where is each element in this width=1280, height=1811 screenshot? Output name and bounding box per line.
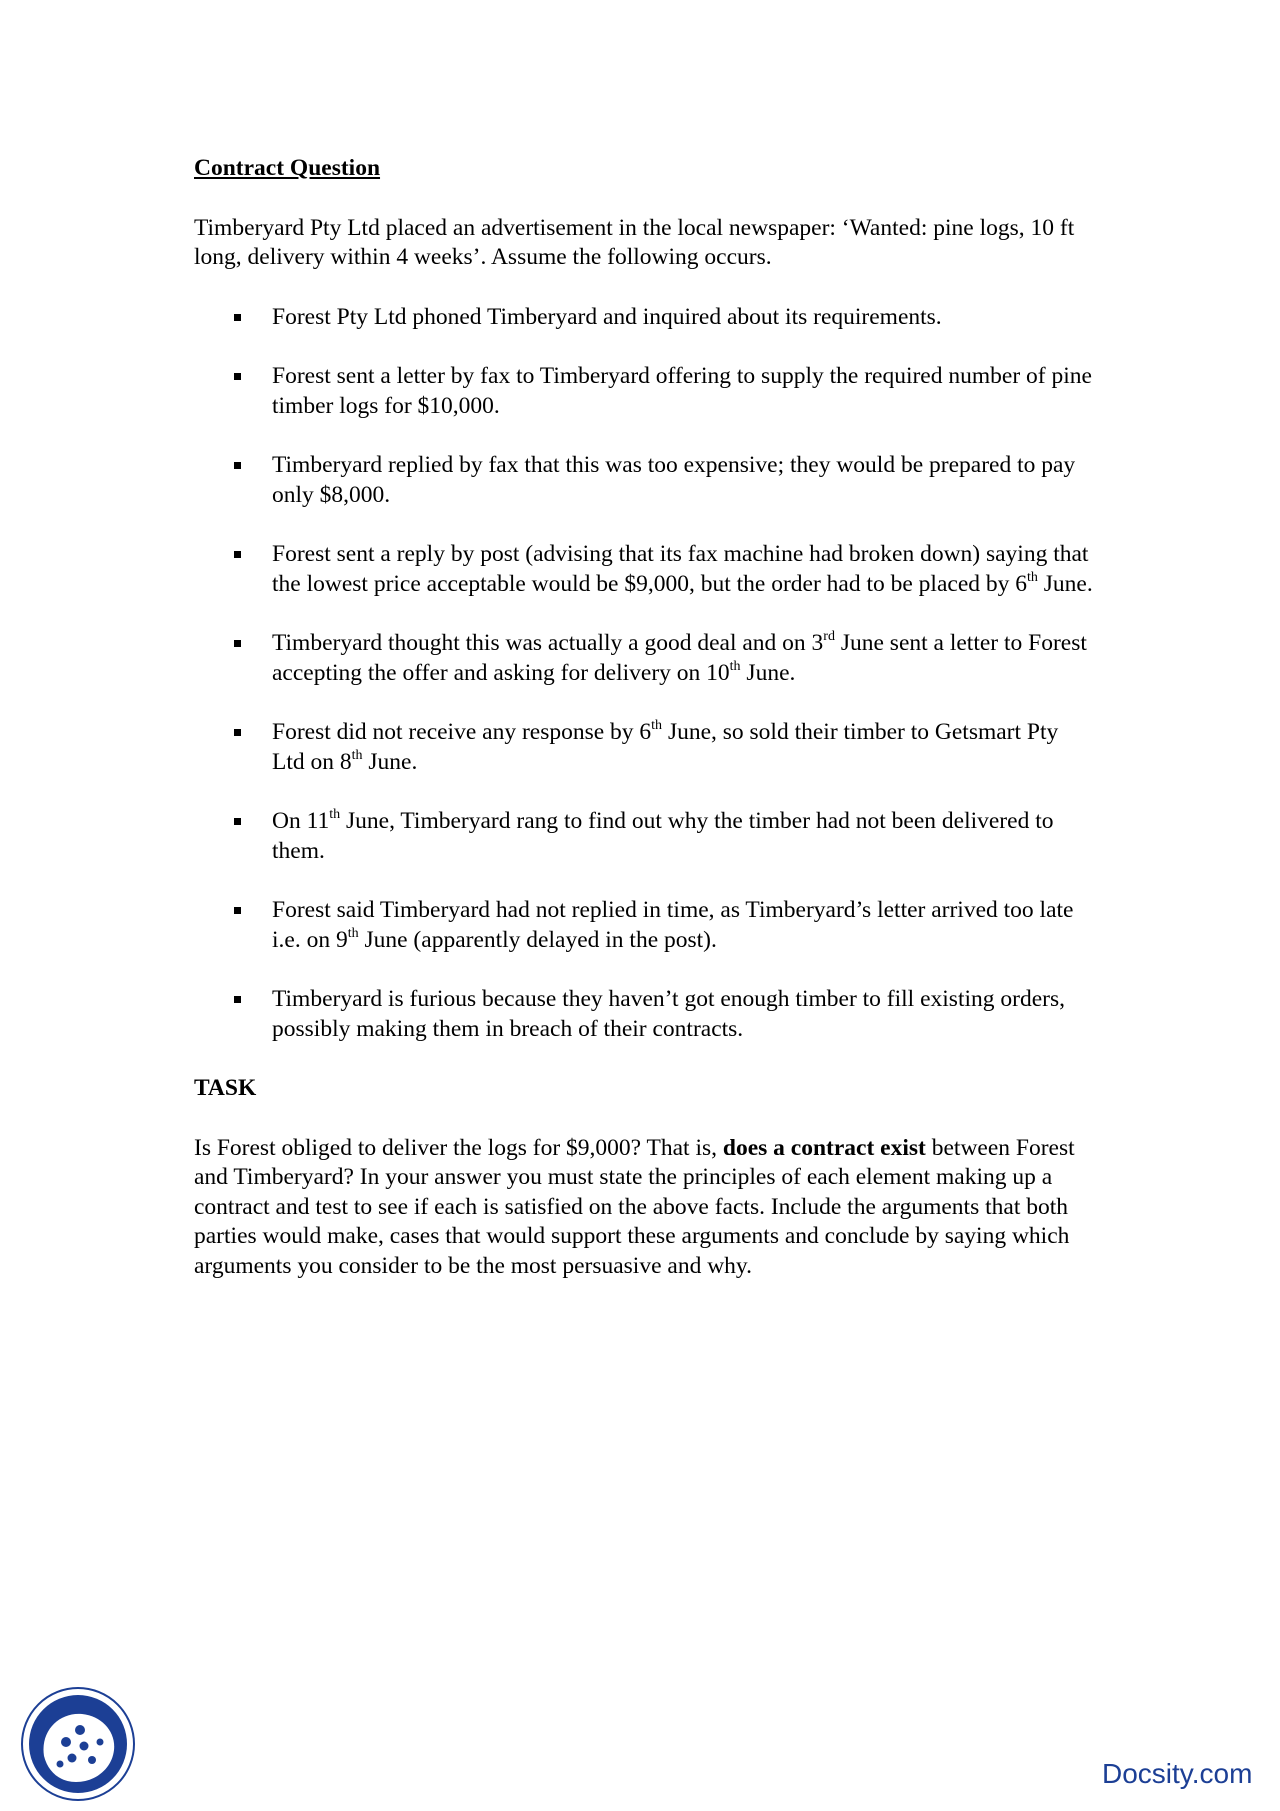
task-emphasis: does a contract exist <box>722 1134 926 1161</box>
brand-link[interactable]: Docsity.com <box>1102 1758 1253 1789</box>
task-heading: TASK <box>194 1075 257 1101</box>
list-item: Timberyard thought this was actually a good deal and on 3rd June sent a letter to Forest accepting the offer and asking for delivery on 10th June. <box>194 629 1094 688</box>
bullet-icon <box>234 907 241 914</box>
page-title: Contract Question <box>194 155 381 181</box>
document-body <box>194 154 1094 1311</box>
bullet-icon <box>234 996 241 1003</box>
list-item: Timberyard is furious because they haven’t got enough timber to fill existing orders, possibly making them in breach of their contracts. <box>194 985 1094 1044</box>
list-item: Forest said Timberyard had not replied in time, as Timberyard’s letter arrived too late i.e. on 9th June (apparently delayed in the post). <box>194 896 1094 955</box>
docsity-logo-icon[interactable] <box>20 1686 136 1802</box>
bullet-icon <box>234 551 241 558</box>
task-paragraph: Is Forest obliged to deliver the logs for $9,000? That is, does a contract exist between Forest and Timberyard? In your answer you must state the principles of each element making up a contract and test to see if each is satisfied on the above facts. Include the arguments that both parties would make, cases that would support these arguments and conclude by saying which arguments you consider to be the most persuasive and why. <box>194 1134 1075 1279</box>
list-item: On 11th June, Timberyard rang to find out why the timber had not been delivered to them. <box>194 807 1094 866</box>
bullet-icon <box>234 373 241 380</box>
intro-paragraph: Timberyard Pty Ltd placed an advertisement in the local newspaper: ‘Wanted: pine logs, 10 ft long, delivery within 4 weeks’. Assume the following occurs. <box>194 214 1075 270</box>
facts-list <box>194 303 1094 1045</box>
bullet-icon <box>234 729 241 736</box>
bullet-icon <box>234 640 241 647</box>
list-item: Forest sent a reply by post (advising that its fax machine had broken down) saying that the lowest price acceptable would be $9,000, but the order had to be placed by 6th June. <box>194 540 1094 599</box>
list-item: Forest sent a letter by fax to Timberyard offering to supply the required number of pine timber logs for $10,000. <box>194 362 1094 421</box>
list-item: Timberyard replied by fax that this was too expensive; they would be prepared to pay only $8,000. <box>194 451 1094 510</box>
list-item: Forest did not receive any response by 6th June, so sold their timber to Getsmart Pty Ltd on 8th June. <box>194 718 1094 777</box>
list-item: Forest Pty Ltd phoned Timberyard and inquired about its requirements. <box>194 303 1094 333</box>
bullet-icon <box>234 462 241 469</box>
bullet-icon <box>234 818 241 825</box>
bullet-icon <box>234 314 241 321</box>
